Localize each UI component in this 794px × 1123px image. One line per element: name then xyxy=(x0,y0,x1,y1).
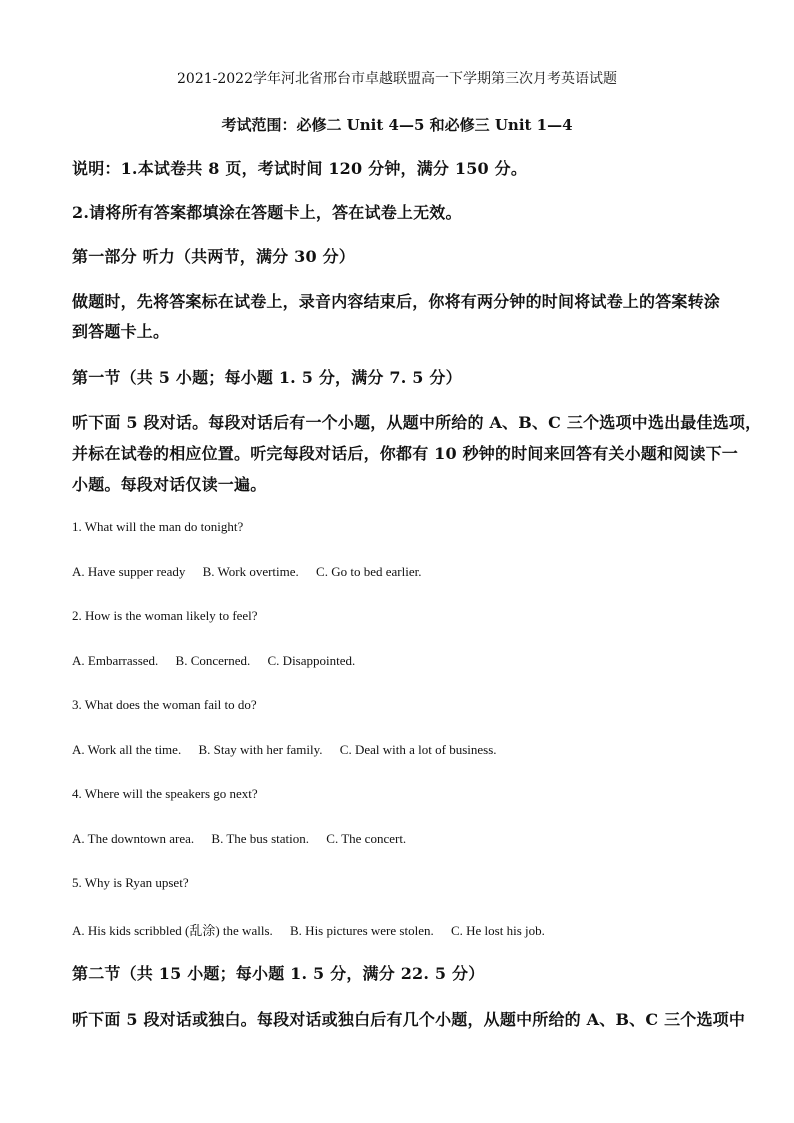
question-5-options xyxy=(72,920,559,939)
question-4-stem: 4. Where will the speakers go next? xyxy=(72,786,258,801)
section1-directions-line-3: 小题。每段对话仅读一遍。 xyxy=(72,475,267,494)
exam-scope: 考试范围：必修二 Unit 4—5 和必修三 Unit 1—4 xyxy=(221,116,573,134)
question-5-option-b: B. His pictures were stolen. xyxy=(290,923,434,938)
question-2-option-c: C. Disappointed. xyxy=(267,653,356,668)
question-4-options xyxy=(72,831,420,847)
section2-directions-line-1: 听下面 5 段对话或独白。每段对话或独白后有几个小题，从题中所给的 A、B、C 三个选项中 xyxy=(72,1010,746,1029)
question-4-option-a: A. The downtown area. xyxy=(72,831,195,846)
question-3-stem: 3. What does the woman fail to do? xyxy=(72,697,257,712)
section1-heading: 第一节（共 5 小题；每小题 1. 5 分，满分 7. 5 分） xyxy=(72,368,462,387)
question-1-option-a: A. Have supper ready xyxy=(72,564,186,579)
question-3-options xyxy=(72,742,511,758)
question-3-option-c: C. Deal with a lot of business. xyxy=(339,742,497,757)
question-1-option-c: C. Go to bed earlier. xyxy=(316,564,422,579)
instruction-note-2: 2.请将所有答案都填涂在答题卡上，答在试卷上无效。 xyxy=(72,203,462,222)
part1-intro-line-2: 到答题卡上。 xyxy=(72,322,170,341)
part1-heading: 第一部分 听力（共两节，满分 30 分） xyxy=(72,247,355,266)
question-1-stem: 1. What will the man do tonight? xyxy=(72,519,244,534)
question-4-option-c: C. The concert. xyxy=(326,831,407,846)
instruction-note-1: 说明：1.本试卷共 8 页，考试时间 120 分钟，满分 150 分。 xyxy=(72,159,528,178)
part1-intro-line-1: 做题时，先将答案标在试卷上，录音内容结束后，你将有两分钟的时间将试卷上的答案转涂 xyxy=(72,292,721,311)
question-2-option-a: A. Embarrassed. xyxy=(72,653,159,668)
question-5-option-c: C. He lost his job. xyxy=(450,923,545,938)
question-3-option-b: B. Stay with her family. xyxy=(198,742,323,757)
question-3-option-a: A. Work all the time. xyxy=(72,742,182,757)
question-4-option-b: B. The bus station. xyxy=(211,831,310,846)
section1-directions-line-1: 听下面 5 段对话。每段对话后有一个小题，从题中所给的 A、B、C 三个选项中选出最佳选项， xyxy=(72,413,762,432)
question-2-options xyxy=(72,653,369,669)
question-1-option-b: B. Work overtime. xyxy=(202,564,299,579)
question-1-options xyxy=(72,564,435,580)
question-5-stem: 5. Why is Ryan upset? xyxy=(72,875,189,890)
question-2-stem: 2. How is the woman likely to feel? xyxy=(72,608,258,623)
question-2-option-b: B. Concerned. xyxy=(175,653,251,668)
section2-heading: 第二节（共 15 小题；每小题 1. 5 分，满分 22. 5 分） xyxy=(72,964,485,983)
page-title: 2021-2022学年河北省邢台市卓越联盟高一下学期第三次月考英语试题 xyxy=(177,71,617,87)
question-5-option-a: A. His kids scribbled (乱涂) the walls. xyxy=(72,923,273,938)
section1-directions-line-2: 并标在试卷的相应位置。听完每段对话后，你都有 10 秒钟的时间来回答有关小题和阅读下一 xyxy=(72,444,739,463)
